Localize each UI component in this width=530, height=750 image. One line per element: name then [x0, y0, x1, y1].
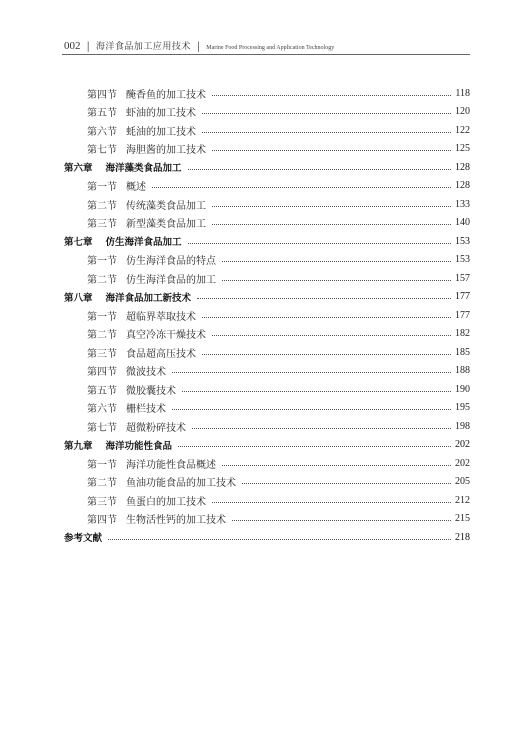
toc-entry-number: 第二节	[87, 200, 117, 212]
toc-section-entry	[64, 269, 470, 288]
toc-entry-page: 177	[455, 291, 470, 303]
toc-entry-page: 198	[455, 420, 470, 432]
toc-section-entry	[64, 251, 470, 270]
header-book-title-en: Marine Food Processing and Application Technology	[206, 45, 335, 51]
toc-entry-page: 120	[455, 106, 470, 118]
toc-entry-title: 虾油的加工技术	[126, 108, 196, 120]
toc-entry-page: 128	[455, 161, 470, 173]
toc-entry-title: 微胶囊技术	[126, 385, 176, 397]
toc-entry-title: 仿生海洋食品的特点	[126, 256, 216, 268]
dot-leader	[212, 150, 451, 151]
toc-entry-number: 第六章	[64, 163, 93, 175]
dot-leader	[152, 187, 451, 188]
toc-section-entry	[64, 306, 470, 325]
toc-entry-title: 栅栏技术	[126, 404, 166, 416]
dot-leader	[222, 280, 451, 281]
toc-entry-page: 122	[455, 124, 470, 136]
toc-entry-title: 食品超高压技术	[126, 348, 196, 360]
header-separator: |	[86, 41, 90, 52]
toc-entry-title: 超微粉碎技术	[126, 422, 186, 434]
dot-leader	[202, 113, 451, 114]
toc-entry-page: 182	[455, 328, 470, 340]
toc-entry-page: 157	[455, 272, 470, 284]
toc-entry-title: 海洋食品加工新技术	[105, 292, 192, 304]
toc-entry-page: 195	[455, 402, 470, 414]
dot-leader	[108, 539, 451, 540]
toc-chapter-entry	[64, 232, 470, 251]
toc-entry-title: 超临界萃取技术	[126, 311, 196, 323]
toc-entry-number: 第一节	[87, 459, 117, 471]
toc-section-entry	[64, 491, 470, 510]
toc-section-entry	[64, 343, 470, 362]
toc-section-entry	[64, 454, 470, 473]
toc-entry-page: 153	[455, 254, 470, 266]
toc-entry-title: 生物活性钙的加工技术	[126, 515, 226, 527]
toc-chapter-entry	[64, 158, 470, 177]
toc-entry-number: 第四节	[87, 367, 117, 379]
dot-leader	[172, 372, 451, 373]
toc-entry-number: 第九章	[64, 440, 93, 452]
toc-section-entry	[64, 103, 470, 122]
dot-leader	[212, 206, 451, 207]
toc-entry-number: 第六节	[87, 404, 117, 416]
toc-section-entry	[64, 214, 470, 233]
toc-entry-page: 205	[455, 476, 470, 488]
toc-entry-number: 第三节	[87, 348, 117, 360]
dot-leader	[202, 354, 451, 355]
header-page-number: 002	[64, 40, 81, 52]
toc-entry-title: 真空冷冻干燥技术	[126, 330, 206, 342]
toc-entry-number: 第三节	[87, 219, 117, 231]
toc-entry-number: 第二节	[87, 330, 117, 342]
toc-entry-title: 海洋藻类食品加工	[105, 163, 182, 175]
toc-section-entry	[64, 325, 470, 344]
table-of-contents	[64, 84, 470, 547]
dot-leader	[222, 261, 451, 262]
toc-entry-title: 醃香鱼的加工技术	[126, 89, 206, 101]
toc-chapter-entry	[64, 288, 470, 307]
dot-leader	[242, 483, 451, 484]
header-separator-2: |	[196, 41, 201, 52]
dot-leader	[212, 224, 451, 225]
toc-entry-page: 177	[455, 309, 470, 321]
toc-chapter-entry	[64, 436, 470, 455]
toc-entry-title: 海洋功能性食品	[105, 440, 173, 452]
toc-section-entry	[64, 473, 470, 492]
toc-entry-page: 185	[455, 346, 470, 358]
toc-entry-number: 第七节	[87, 422, 117, 434]
dot-leader	[232, 520, 451, 521]
dot-leader	[212, 95, 451, 96]
toc-section-entry	[64, 177, 470, 196]
toc-entry-number: 第七节	[87, 145, 117, 157]
toc-entry-number: 第二节	[87, 478, 117, 490]
toc-entry-number: 第三节	[87, 496, 117, 508]
toc-entry-number: 第一节	[87, 182, 117, 194]
header-rule	[62, 54, 470, 55]
toc-entry-page: 190	[455, 383, 470, 395]
toc-entry-title: 鱼油功能食品的加工技术	[126, 478, 236, 490]
toc-entry-page: 153	[455, 235, 470, 247]
toc-entry-number: 第四节	[87, 89, 117, 101]
toc-entry-page: 202	[455, 457, 470, 469]
dot-leader	[178, 446, 451, 447]
dot-leader	[172, 409, 451, 410]
toc-entry-page: 133	[455, 198, 470, 210]
running-header	[64, 39, 470, 52]
toc-entry-number: 第五节	[87, 385, 117, 397]
toc-entry-page: 188	[455, 365, 470, 377]
toc-entry-number: 第七章	[64, 237, 93, 249]
toc-entry-page: 118	[455, 87, 470, 99]
toc-entry-title: 蚝油的加工技术	[126, 126, 196, 138]
header-book-title-cn: 海洋食品加工应用技术	[95, 42, 191, 52]
toc-entry-number: 第五节	[87, 108, 117, 120]
toc-section-entry	[64, 84, 470, 103]
toc-chapter-entry	[64, 528, 470, 547]
toc-entry-title: 参考文献	[64, 533, 103, 545]
toc-entry-page: 215	[455, 513, 470, 525]
toc-entry-title: 仿生海洋食品的加工	[126, 274, 216, 286]
dot-leader	[202, 317, 451, 318]
toc-entry-title: 海胆酱的加工技术	[126, 145, 206, 157]
toc-entry-page: 140	[455, 217, 470, 229]
dot-leader	[212, 335, 451, 336]
toc-entry-number: 第一节	[87, 256, 117, 268]
dot-leader	[188, 243, 451, 244]
toc-entry-number: 第八章	[64, 292, 93, 304]
toc-entry-title: 传统藻类食品加工	[126, 200, 206, 212]
toc-entry-page: 125	[455, 143, 470, 155]
dot-leader	[212, 502, 451, 503]
toc-entry-title: 海洋功能性食品概述	[126, 459, 216, 471]
dot-leader	[222, 465, 451, 466]
toc-section-entry	[64, 195, 470, 214]
toc-entry-number: 第一节	[87, 311, 117, 323]
toc-entry-number: 第六节	[87, 126, 117, 138]
toc-entry-title: 仿生海洋食品加工	[105, 237, 182, 249]
toc-section-entry	[64, 362, 470, 381]
toc-section-entry	[64, 121, 470, 140]
toc-entry-page: 202	[455, 439, 470, 451]
toc-entry-page: 128	[455, 180, 470, 192]
dot-leader	[202, 132, 451, 133]
toc-entry-page: 218	[455, 531, 470, 543]
toc-section-entry	[64, 380, 470, 399]
toc-section-entry	[64, 399, 470, 418]
dot-leader	[197, 298, 451, 299]
toc-entry-title: 鱼蛋白的加工技术	[126, 496, 206, 508]
toc-entry-number: 第二节	[87, 274, 117, 286]
toc-entry-title: 微波技术	[126, 367, 166, 379]
toc-entry-number: 第四节	[87, 515, 117, 527]
toc-entry-page: 212	[455, 494, 470, 506]
toc-entry-title: 新型藻类食品加工	[126, 219, 206, 231]
toc-section-entry	[64, 417, 470, 436]
toc-entry-title: 概述	[126, 182, 146, 194]
dot-leader	[188, 169, 451, 170]
toc-section-entry	[64, 140, 470, 159]
dot-leader	[192, 428, 451, 429]
dot-leader	[182, 391, 451, 392]
toc-section-entry	[64, 510, 470, 529]
